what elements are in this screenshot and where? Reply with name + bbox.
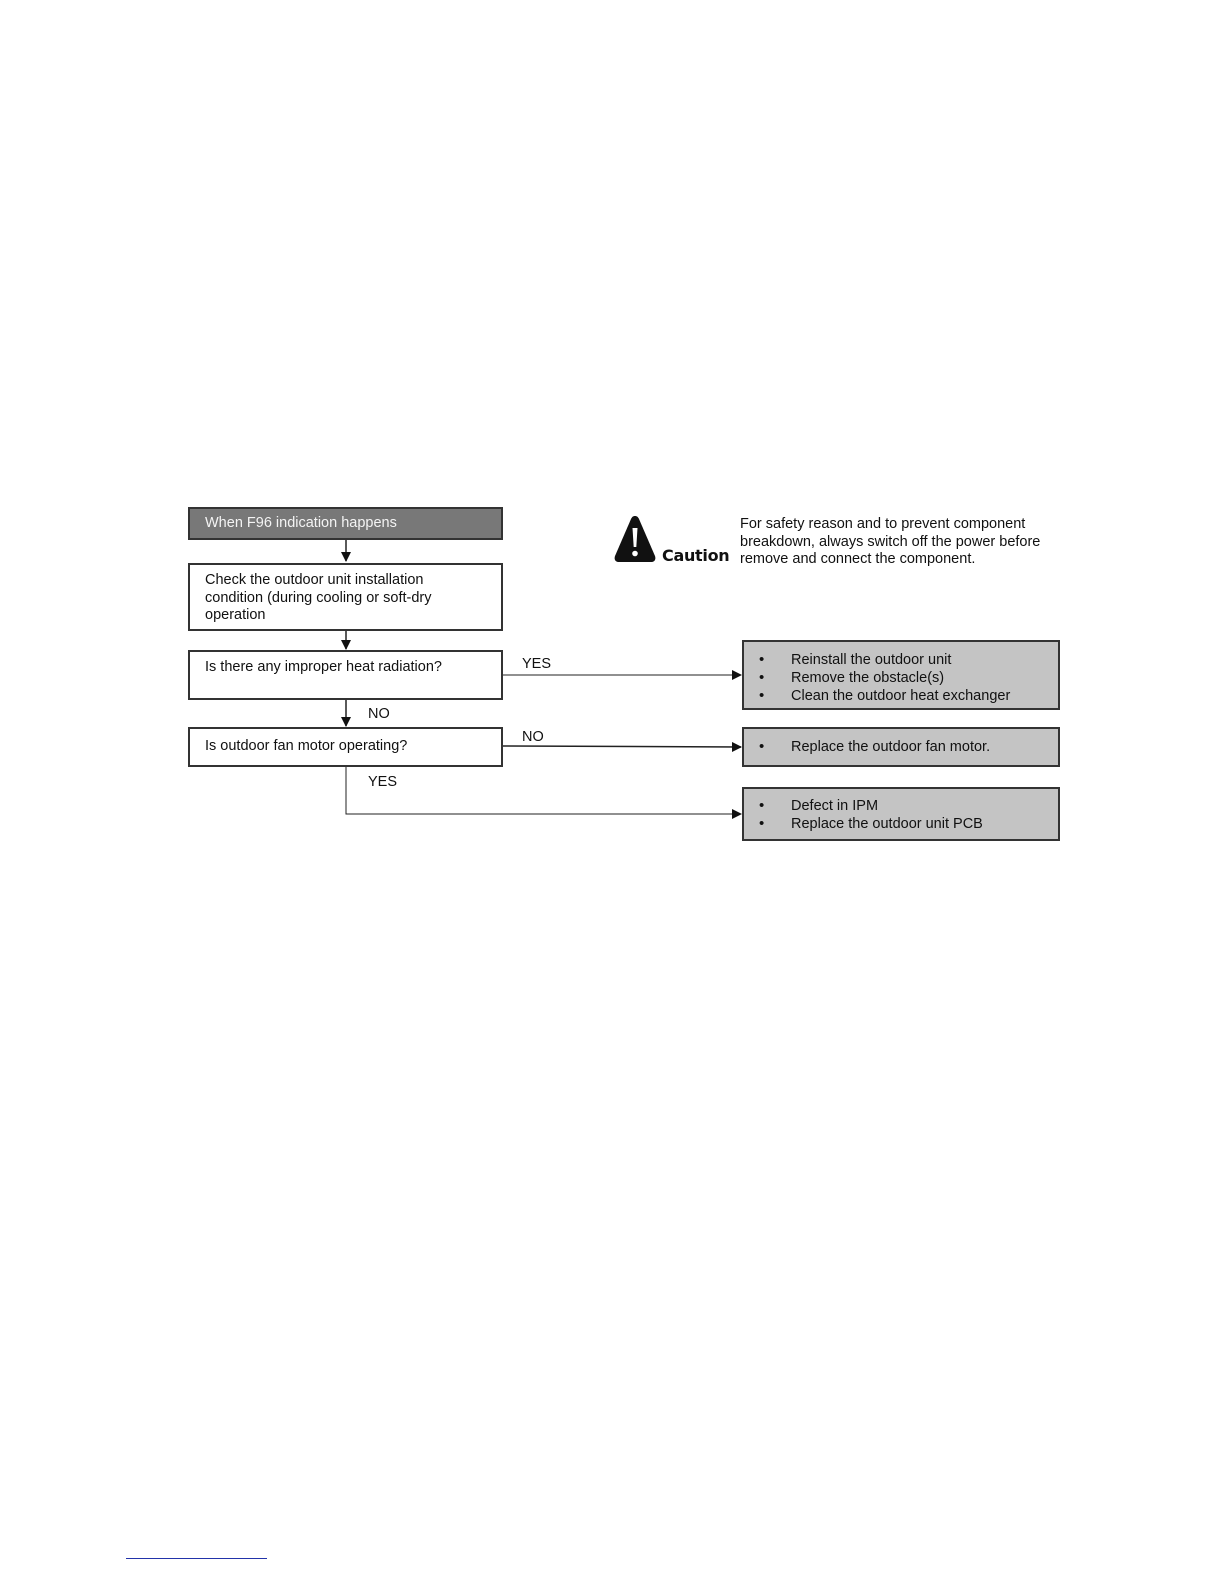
result-box-ipm [742, 787, 1060, 841]
question-fan-motor [188, 727, 503, 767]
check-box-text: Check the outdoor unit installation condition (during cooling or soft-dry operation [205, 572, 432, 623]
question-heat-radiation [188, 650, 503, 700]
start-box-text: When F96 indication happens [205, 514, 397, 531]
result-item: • Defect in IPM [744, 797, 1058, 815]
caution-text: For safety reason and to prevent component breakdown, always switch off the power before remove and connect the component. [740, 516, 1041, 567]
question-fan-motor-text: Is outdoor fan motor operating? [205, 738, 408, 755]
connector-q2-no [503, 746, 741, 747]
footer-divider [126, 1558, 267, 1559]
result-item: • Replace the outdoor fan motor. [744, 738, 1058, 756]
label-q1-yes: YES [522, 656, 552, 672]
check-box [188, 563, 503, 631]
result-item: • Remove the obstacle(s) [744, 669, 1058, 687]
start-box [188, 507, 503, 540]
caution-label: Caution [662, 546, 730, 565]
result-box-fan-motor [742, 727, 1060, 767]
connector-q2-yes [346, 767, 741, 814]
label-q2-no: NO [522, 729, 544, 745]
label-q1-no: NO [368, 706, 390, 722]
result-item: • Replace the outdoor unit PCB [744, 815, 1058, 833]
result-box-heat-radiation [742, 640, 1060, 710]
result-item: • Reinstall the outdoor unit [744, 651, 1058, 669]
question-heat-radiation-text: Is there any improper heat radiation? [205, 659, 442, 675]
warning-triangle-icon [613, 514, 657, 564]
result-item: • Clean the outdoor heat exchanger [744, 687, 1058, 705]
label-q2-yes: YES [368, 774, 398, 790]
